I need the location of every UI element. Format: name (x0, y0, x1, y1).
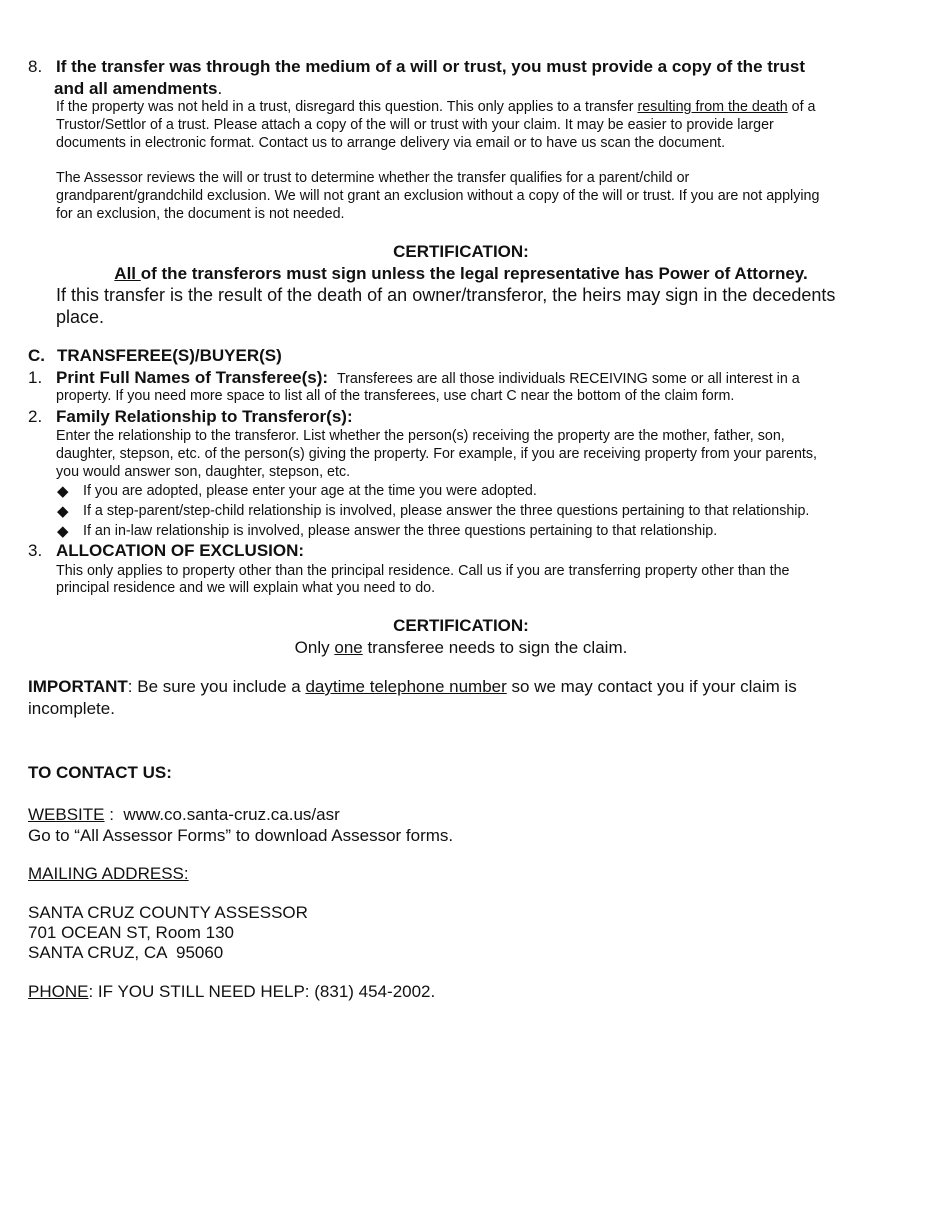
item-heading: Print Full Names of Transferee(s): (56, 368, 329, 387)
text: of the transferors must sign unless the legal representative has Power of Attorney. (140, 264, 808, 283)
paragraph-line: you would answer son, daughter, stepson, etc. (56, 464, 351, 480)
heading-period: . (217, 79, 223, 98)
text: transferee needs to sign the claim. (362, 638, 628, 657)
underlined-text: All (114, 264, 141, 283)
bullet-icon: ◆ (57, 523, 69, 540)
important-label: IMPORTANT (28, 677, 128, 696)
paragraph-line: Enter the relationship to the transferor. List whether the person(s) receiving the property are the mother, father, son, (56, 428, 785, 444)
website-url[interactable]: www.co.santa-cruz.ca.us/asr (123, 805, 340, 824)
certification-note-cont: place. (56, 307, 105, 327)
section-letter: C. (28, 346, 45, 365)
paragraph-line: The Assessor reviews the will or trust to determine whether the transfer qualifies for a parent/child or (56, 170, 690, 186)
website-line (28, 806, 340, 823)
text: Transferees are all those individuals RECEIVING some or all interest in a (336, 371, 800, 387)
underlined-text: one (334, 638, 363, 657)
item-heading-cont (54, 80, 222, 97)
item-heading: Family Relationship to Transferor(s): (56, 407, 353, 426)
address-line: SANTA CRUZ COUNTY ASSESSOR (28, 903, 308, 922)
phone-label: PHONE (28, 982, 89, 1001)
paragraph-line: Trustor/Settlor of a trust. Please attach a copy of the will or trust with your claim. It may be easier to provide larger (56, 117, 774, 133)
forms-note: Go to “All Assessor Forms” to download Assessor forms. (28, 826, 454, 845)
separator: : (104, 805, 124, 824)
certification-title: CERTIFICATION: (393, 616, 529, 635)
item-1 (56, 369, 800, 387)
section-title: TRANSFEREE(S)/BUYER(S) (57, 346, 282, 365)
text: of a (787, 99, 816, 115)
paragraph-line: property. If you need more space to list all of the transferees, use chart C near the bottom of the claim form. (56, 388, 735, 404)
item-number: 2. (28, 407, 43, 426)
paragraph-line: principal residence and we will explain what you need to do. (56, 580, 436, 596)
address-line: 701 OCEAN ST, Room 130 (28, 923, 234, 942)
underlined-text: resulting from the death (637, 99, 788, 115)
item-number: 8. (28, 57, 43, 76)
text: : Be sure you include a (127, 677, 306, 696)
website-label: WEBSITE (28, 805, 105, 824)
text: Only (294, 638, 335, 657)
paragraph-line: documents in electronic format. Contact us to arrange delivery via email or to have us scan the document. (56, 135, 726, 151)
underlined-text: daytime telephone number (305, 677, 507, 696)
paragraph-line: This only applies to property other than the principal residence. Call us if you are transferring property other than the (56, 563, 790, 579)
bullet-icon: ◆ (57, 503, 69, 520)
certification-note: If this transfer is the result of the death of an owner/transferor, the heirs may sign in the decedents (56, 285, 836, 305)
item-heading: ALLOCATION OF EXCLUSION: (56, 541, 305, 560)
phone-text: : IF YOU STILL NEED HELP: (831) 454-2002. (88, 982, 436, 1001)
phone-line (28, 983, 435, 1000)
item-number: 3. (28, 541, 43, 560)
bullet-item: If a step-parent/step-child relationship is involved, please answer the three questions pertaining to that relationship. (83, 503, 810, 519)
certification-title: CERTIFICATION: (393, 242, 529, 261)
bullet-item: If you are adopted, please enter your age at the time you were adopted. (83, 483, 537, 499)
mailing-label-text: MAILING ADDRESS: (28, 864, 189, 883)
text: so we may contact you if your claim is (506, 677, 797, 696)
paragraph-line: daughter, stepson, etc. of the person(s) giving the property. For example, if you are receiving property from your parents, (56, 446, 818, 462)
important-line-cont: incomplete. (28, 699, 115, 718)
paragraph-line (56, 100, 816, 114)
important-line (28, 678, 797, 695)
item-number: 1. (28, 368, 43, 387)
certification-rule (0, 639, 922, 656)
certification-rule (0, 265, 922, 282)
address-line: SANTA CRUZ, CA 95060 (28, 943, 224, 962)
heading-text: and all amendments (54, 79, 218, 98)
bullet-icon: ◆ (57, 483, 69, 500)
contact-title: TO CONTACT US: (28, 763, 172, 782)
text: If the property was not held in a trust, disregard this question. This only applies to a transfer (56, 99, 638, 115)
bullet-item: If an in-law relationship is involved, please answer the three questions pertaining to that relationship. (83, 523, 718, 539)
paragraph-line: grandparent/grandchild exclusion. We will not grant an exclusion without a copy of the will or trust. If you are not applying (56, 188, 820, 204)
mailing-label (28, 865, 189, 882)
paragraph-line: for an exclusion, the document is not needed. (56, 206, 345, 222)
item-heading: If the transfer was through the medium of a will or trust, you must provide a copy of the trust (56, 57, 806, 76)
